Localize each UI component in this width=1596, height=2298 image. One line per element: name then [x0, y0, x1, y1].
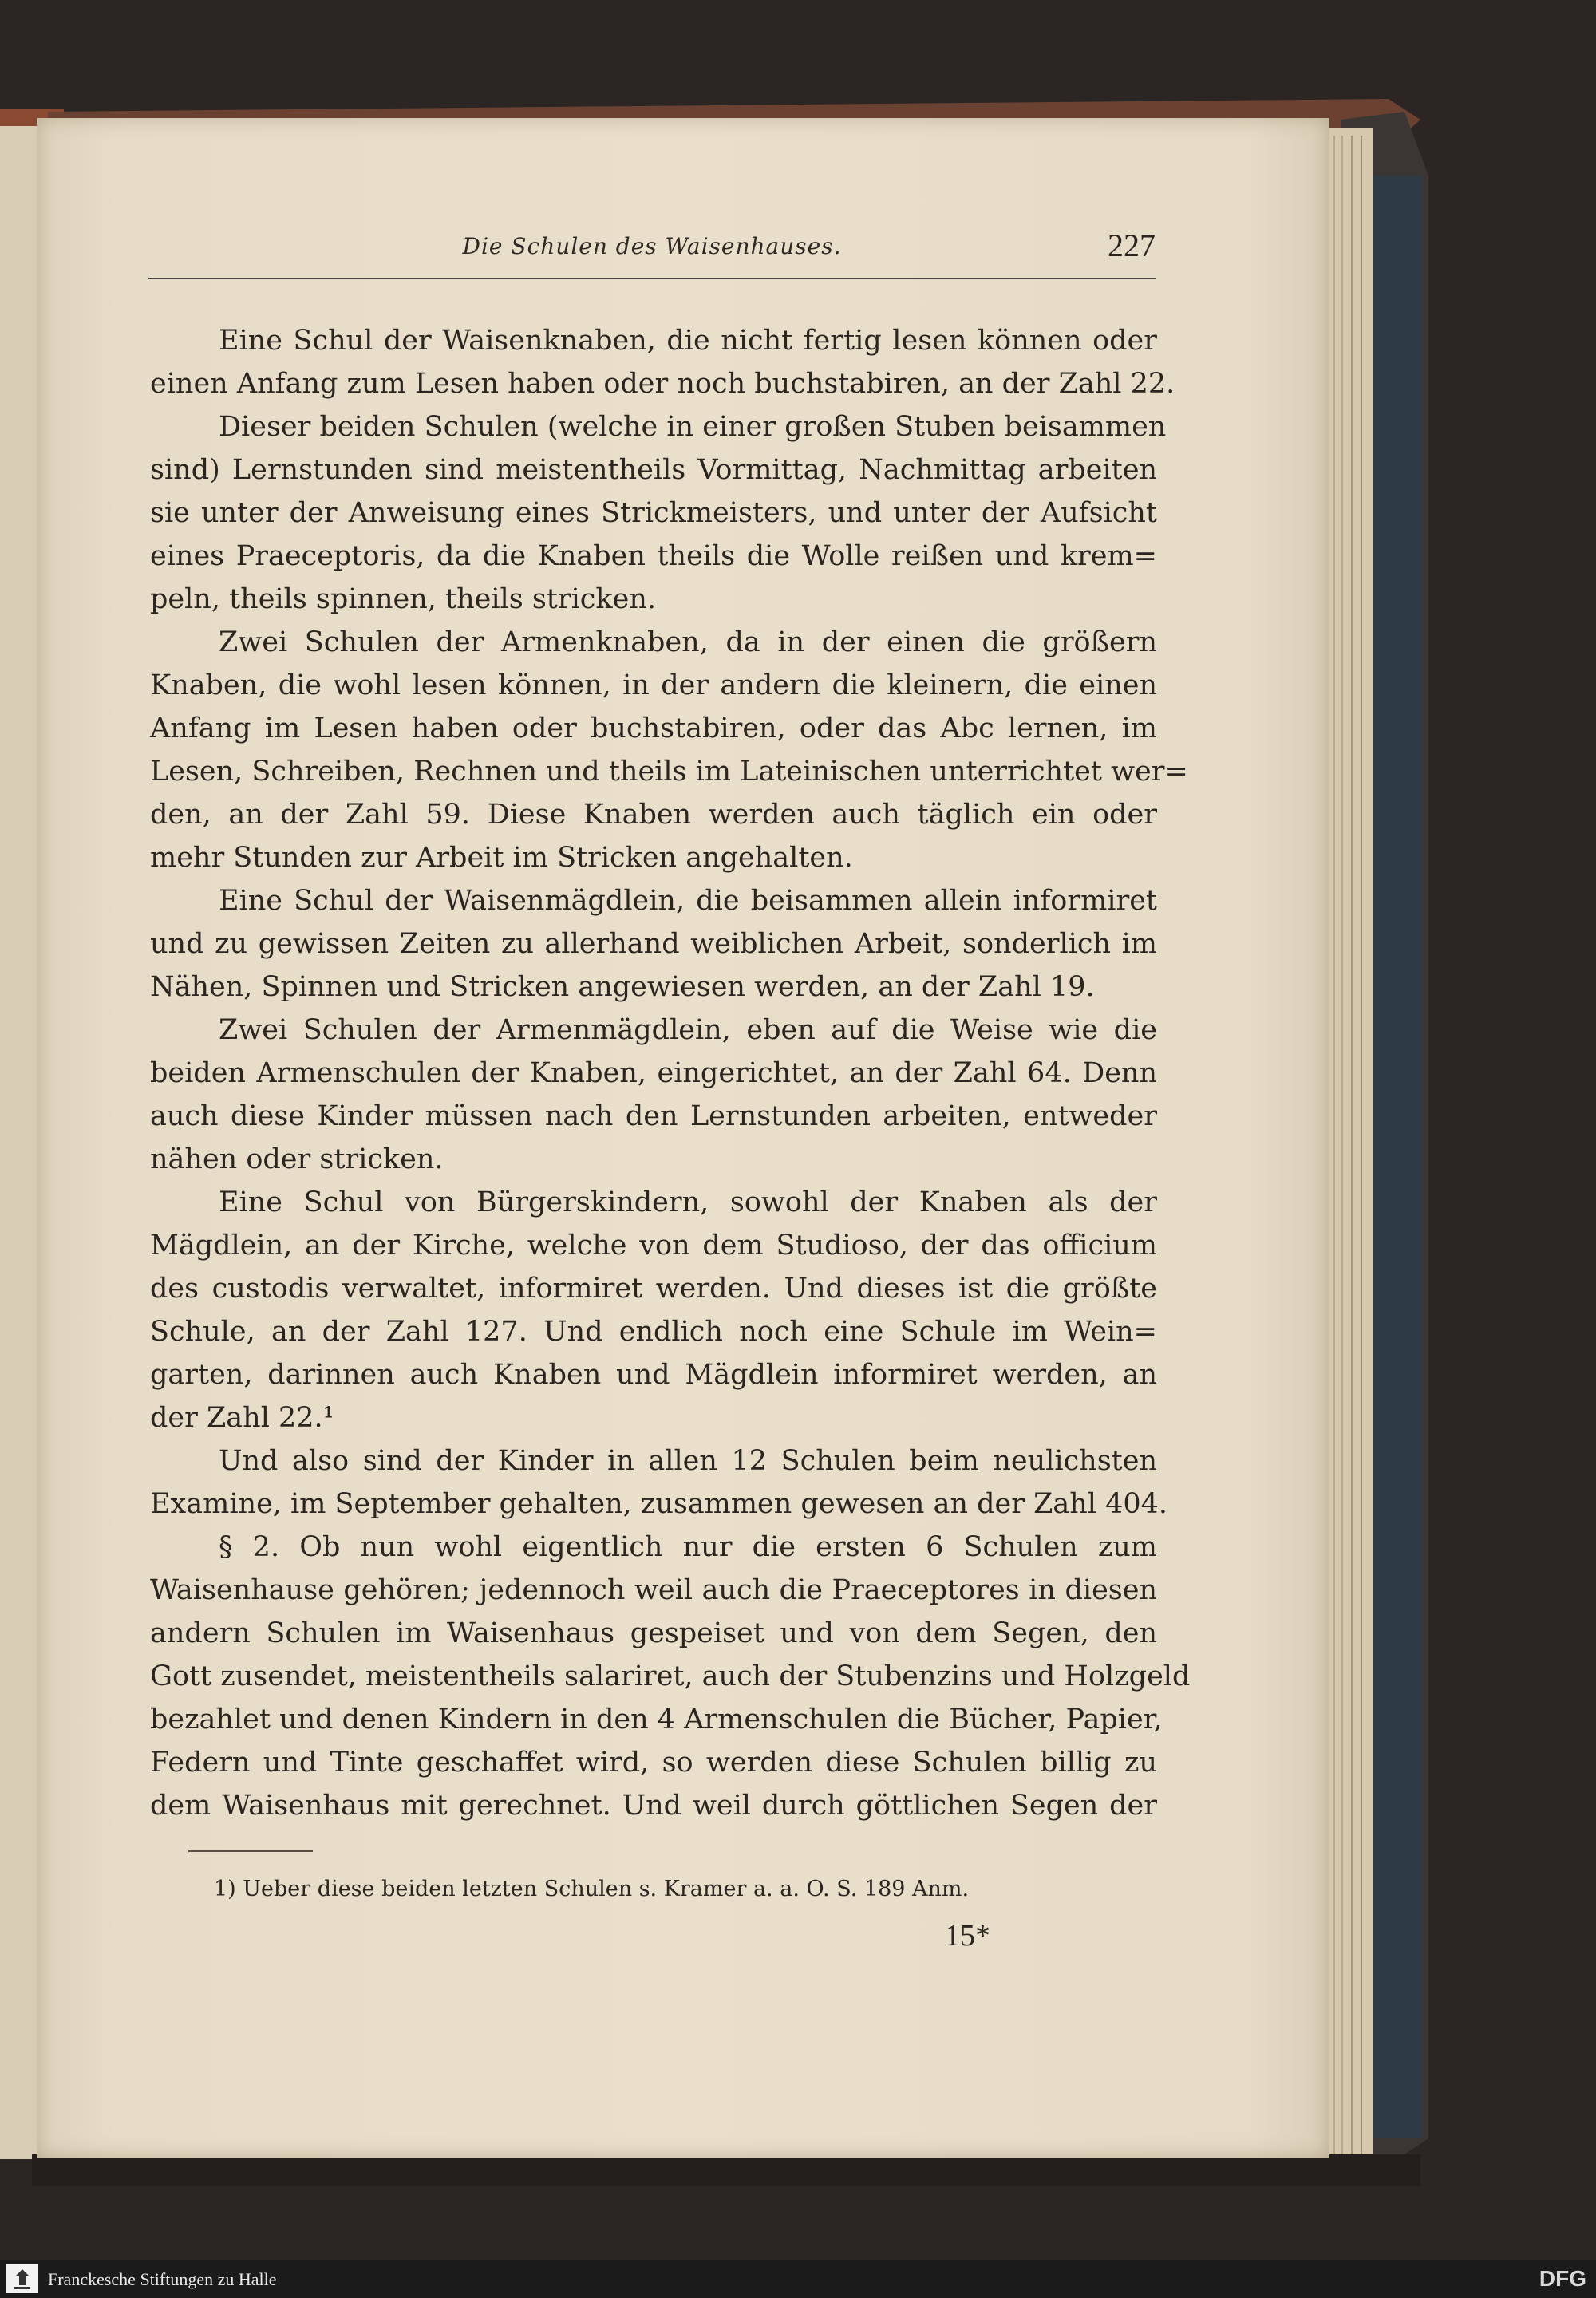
- institution-name: Franckesche Stiftungen zu Halle: [48, 2269, 277, 2289]
- footer-bar: [0, 2260, 1596, 2298]
- text-line: mehr Stunden zur Arbeit im Stricken angehalten.: [150, 842, 853, 874]
- text-line: dem Waisenhaus mit gerechnet. Und weil durch göttlichen Segen der: [150, 1790, 1157, 1822]
- text-line: bezahlet und denen Kindern in den 4 Armenschulen die Bücher, Papier,: [150, 1704, 1163, 1735]
- text-line: garten, darinnen auch Knaben und Mägdlein informiret werden, an: [150, 1359, 1157, 1391]
- text-line: Nähen, Spinnen und Stricken angewiesen werden, an der Zahl 19.: [150, 971, 1095, 1003]
- text-line: Eine Schul der Waisenmägdlein, die beisammen allein informiret: [219, 885, 1157, 917]
- text-line: Eine Schul der Waisenknaben, die nicht fertig lesen können oder: [219, 325, 1157, 357]
- left-page-edge: [0, 109, 38, 2159]
- text-line: andern Schulen im Waisenhaus gespeiset und von dem Segen, den: [150, 1617, 1157, 1649]
- text-line: peln, theils spinnen, theils stricken.: [150, 583, 656, 615]
- text-line: Schule, an der Zahl 127. Und endlich noch eine Schule im Wein=: [150, 1316, 1157, 1348]
- text-line: auch diese Kinder müssen nach den Lernstunden arbeiten, entweder: [150, 1100, 1157, 1132]
- text-line: Gott zusendet, meistentheils salariret, auch der Stubenzins und Holzgeld: [150, 1660, 1191, 1692]
- text-line: eines Praeceptoris, da die Knaben theils die Wolle reißen und krem=: [150, 540, 1157, 572]
- text-line: den, an der Zahl 59. Diese Knaben werden auch täglich ein oder: [150, 799, 1157, 831]
- text-line: Federn und Tinte geschaffet wird, so werden diese Schulen billig zu: [150, 1747, 1157, 1779]
- page-number: 227: [1108, 227, 1156, 263]
- text-line: Dieser beiden Schulen (welche in einer großen Stuben beisammen: [219, 411, 1167, 443]
- text-line: Waisenhause gehören; jedennoch weil auch die Praeceptores in diesen: [150, 1574, 1157, 1606]
- text-line: einen Anfang zum Lesen haben oder noch buchstabiren, an der Zahl 22.: [150, 368, 1175, 400]
- text-line: sie unter der Anweisung eines Strickmeisters, und unter der Aufsicht: [150, 497, 1157, 529]
- text-line: Lesen, Schreiben, Rechnen und theils im Lateinischen unterrichtet wer=: [150, 756, 1188, 788]
- text-line: Examine, im September gehalten, zusammen gewesen an der Zahl 404.: [150, 1488, 1168, 1520]
- running-title: Die Schulen des Waisenhauses.: [462, 233, 842, 259]
- dfg-mark: DFG: [1539, 2266, 1586, 2291]
- text-line: sind) Lernstunden sind meistentheils Vormittag, Nachmittag arbeiten: [150, 454, 1157, 486]
- signature-mark: 15*: [945, 1919, 990, 1953]
- body-text: [150, 319, 1191, 1827]
- footnote: 1) Ueber diese beiden letzten Schulen s. Kramer a. a. O. S. 189 Anm.: [214, 1877, 970, 1901]
- text-line: Mägdlein, an der Kirche, welche von dem Studioso, der das officium: [150, 1230, 1157, 1262]
- text-line: Zwei Schulen der Armenknaben, da in der einen die größern: [219, 626, 1157, 658]
- text-line: Anfang im Lesen haben oder buchstabiren, oder das Abc lernen, im: [150, 713, 1157, 744]
- text-line: Eine Schul von Bürgerskindern, sowohl der Knaben als der: [219, 1187, 1157, 1218]
- text-line: der Zahl 22.¹: [150, 1402, 334, 1434]
- footnote-rule: [188, 1850, 313, 1852]
- text-line: § 2. Ob nun wohl eigentlich nur die ersten 6 Schulen zum: [219, 1531, 1157, 1563]
- institution-logo-icon: [6, 2264, 38, 2293]
- text-line: des custodis verwaltet, informiret werden. Und dieses ist die größte: [150, 1273, 1157, 1305]
- text-line: beiden Armenschulen der Knaben, eingerichtet, an der Zahl 64. Denn: [150, 1057, 1157, 1089]
- text-line: nähen oder stricken.: [150, 1143, 444, 1175]
- text-line: und zu gewissen Zeiten zu allerhand weiblichen Arbeit, sonderlich im: [150, 928, 1157, 960]
- text-line: Und also sind der Kinder in allen 12 Schulen beim neulichsten: [219, 1445, 1157, 1477]
- text-line: Zwei Schulen der Armenmägdlein, eben auf die Weise wie die: [219, 1014, 1157, 1046]
- running-head: [148, 227, 1156, 279]
- text-line: Knaben, die wohl lesen können, in der andern die kleinern, die einen: [150, 669, 1157, 701]
